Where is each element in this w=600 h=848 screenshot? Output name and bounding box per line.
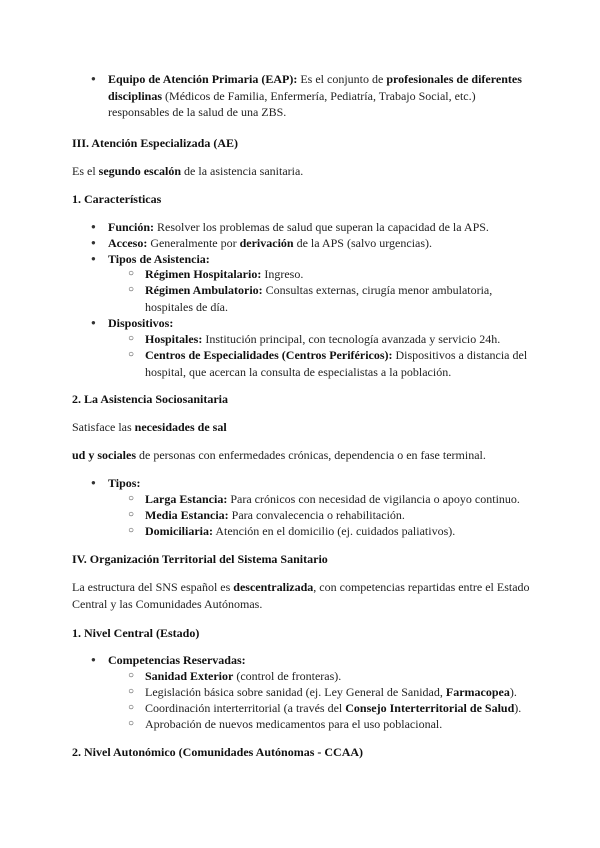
heading-atencion-especializada: III. Atención Especializada (AE) [72, 136, 239, 150]
domiciliaria-label: Domiciliaria: [145, 524, 213, 538]
tipos-asistencia-label: Tipos de Asistencia: [108, 252, 210, 266]
socio-p2-text: de personas con enfermedades crónicas, dependencia o en fase terminal. [136, 448, 486, 462]
sublist-item-domiciliaria [145, 523, 535, 540]
ambulatorio-text: Consultas externas, cirugía menor ambulatoria, hospitales de día. [145, 283, 493, 314]
eap-label: Equipo de Atención Primaria (EAP): [108, 72, 298, 86]
sublist-item-coordinacion [145, 700, 535, 717]
sublist-item-ambulatorio [145, 282, 535, 315]
larga-text: Para crónicos con necesidad de vigilancia o apoyo continuo. [227, 492, 520, 506]
list-item-competencias [108, 652, 538, 669]
list-item-funcion [108, 219, 538, 236]
sanidad-exterior-bold: Sanidad Exterior [145, 669, 234, 683]
paragraph-sns [72, 579, 532, 612]
list-item-acceso [108, 235, 538, 252]
hospitales-text: Institución principal, con tecnología avanzada y servicio 24h. [202, 332, 501, 346]
funcion-label: Función: [108, 220, 155, 234]
sns-bold: descentralizada [233, 580, 314, 594]
socio-p1-bold: necesidades de sal [134, 420, 227, 434]
paragraph-socio-2 [72, 447, 532, 464]
acceso-text-1: Generalmente por [147, 236, 240, 250]
socio-p1-text: Satisface las [72, 420, 135, 434]
coordinacion-text-2: ). [514, 701, 522, 715]
sublist-item-larga [145, 491, 535, 508]
sublist-item-medicamentos [145, 716, 535, 733]
medicamentos-text: Aprobación de nuevos medicamentos para el uso poblacional. [145, 717, 443, 731]
eap-bold-1: profesionales de diferentes disciplinas [108, 72, 522, 103]
media-label: Media Estancia: [145, 508, 229, 522]
list-item-dispositivos [108, 315, 538, 332]
acceso-bold: derivación [239, 236, 294, 250]
heading-organizacion-territorial: IV. Organización Territorial del Sistema Sanitario [72, 552, 328, 566]
sublist-item-media [145, 507, 535, 524]
heading-caracteristicas: 1. Características [72, 192, 162, 206]
ae-intro-text-1: Es el [72, 164, 99, 178]
socio-p2-bold: ud y sociales [72, 448, 137, 462]
paragraph-socio-1 [72, 419, 532, 436]
sublist-item-centros [145, 347, 535, 380]
legislacion-text-2: ). [509, 685, 517, 699]
ae-intro-text-2: de la asistencia sanitaria. [181, 164, 304, 178]
acceso-text-2: de la APS (salvo urgencias). [293, 236, 433, 250]
eap-text-2: (Médicos de Familia, Enfermería, Pediatría, Trabajo Social, etc.) responsables de la salud de una ZBS. [108, 88, 476, 119]
competencias-label: Competencias Reservadas: [108, 653, 246, 667]
eap-text-1: Es el conjunto de [297, 72, 387, 86]
list-item-eap [108, 71, 538, 121]
funcion-text: Resolver los problemas de salud que superan la capacidad de la APS. [154, 220, 489, 234]
coordinacion-text-1: Coordinación interterritorial (a través del [145, 701, 346, 715]
ambulatorio-label: Régimen Ambulatorio: [145, 283, 263, 297]
sublist-item-hospitales [145, 331, 535, 348]
centros-label: Centros de Especialidades (Centros Periféricos): [145, 348, 393, 362]
sanidad-exterior-text: (control de fronteras). [233, 669, 342, 683]
sublist-item-sanidad-exterior [145, 668, 535, 685]
paragraph-ae-intro [72, 163, 532, 180]
list-item-tipos [108, 475, 538, 492]
domiciliaria-text: Atención en el domicilio (ej. cuidados paliativos). [212, 524, 456, 538]
hospitales-label: Hospitales: [145, 332, 203, 346]
sublist-item-hospitalario [145, 266, 535, 283]
sns-text-1: La estructura del SNS español es [72, 580, 234, 594]
sns-text-2: , con competencias repartidas entre el Estado Central y las Comunidades Autónomas. [72, 580, 530, 611]
acceso-label: Acceso: [108, 236, 148, 250]
heading-nivel-autonomico: 2. Nivel Autonómico (Comunidades Autónomas - CCAA) [72, 745, 364, 759]
larga-label: Larga Estancia: [145, 492, 228, 506]
media-text: Para convalecencia o rehabilitación. [228, 508, 405, 522]
centros-text: Dispositivos a distancia del hospital, que acercan la consulta de especialistas a la población. [145, 348, 528, 379]
legislacion-text-1: Legislación básica sobre sanidad (ej. Ley General de Sanidad, [145, 685, 446, 699]
ae-intro-bold: segundo escalón [98, 164, 182, 178]
sublist-item-legislacion [145, 684, 535, 701]
hospitalario-label: Régimen Hospitalario: [145, 267, 262, 281]
hospitalario-text: Ingreso. [261, 267, 304, 281]
consejo-bold: Consejo Interterritorial de Salud [345, 701, 515, 715]
tipos-label: Tipos: [108, 476, 141, 490]
farmacopea-bold: Farmacopea [445, 685, 510, 699]
heading-nivel-central: 1. Nivel Central (Estado) [72, 626, 200, 640]
heading-sociosanitaria: 2. La Asistencia Sociosanitaria [72, 392, 229, 406]
dispositivos-label: Dispositivos: [108, 316, 174, 330]
